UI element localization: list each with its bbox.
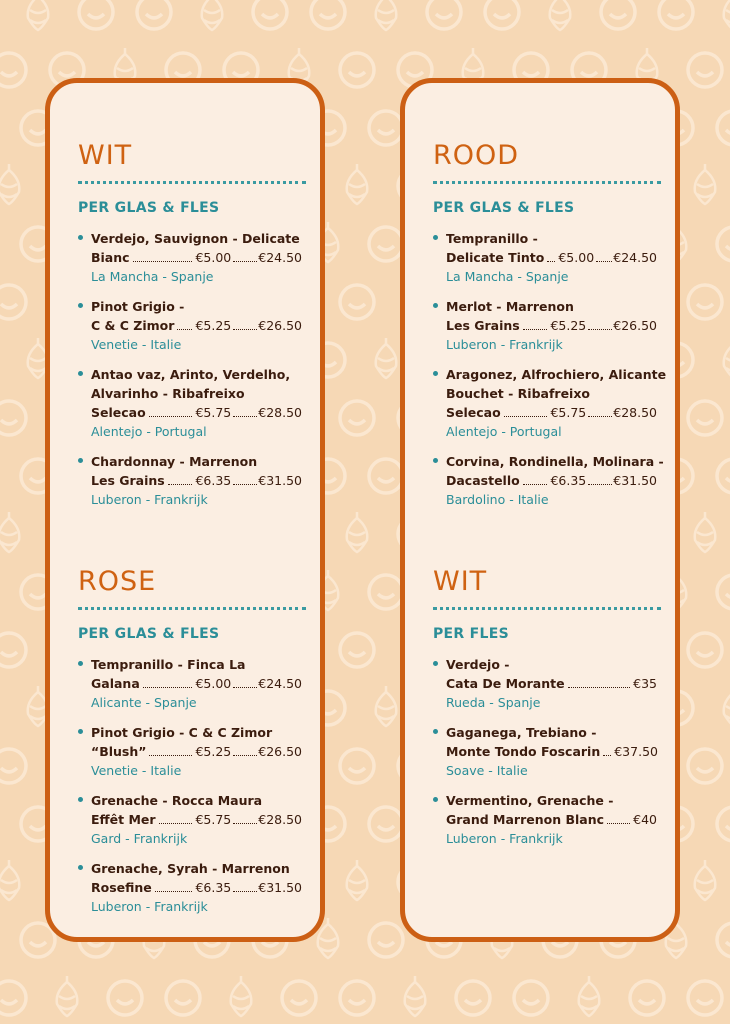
- wine-list: [78, 229, 302, 509]
- bottle-price: €24.50: [613, 250, 657, 265]
- glass-price: €6.35: [195, 473, 232, 488]
- wine-item: [433, 229, 657, 286]
- wine-grape: Verdejo, Sauvignon - Delicate: [91, 231, 300, 246]
- wine-name: Monte Tondo Foscarin: [446, 744, 601, 759]
- wine-grape: Tempranillo -: [446, 231, 538, 246]
- wine-price-line: [91, 674, 302, 693]
- wine-origin: Luberon - Frankrijk: [91, 899, 208, 914]
- wine-grape-cont: Alvarinho - Ribafreixo: [91, 386, 245, 401]
- dotted-divider: [78, 607, 306, 610]
- wine-grape: Grenache - Rocca Maura: [91, 793, 263, 808]
- glass-price: €5.25: [195, 744, 232, 759]
- dot-leader: [233, 261, 257, 262]
- wine-name: C & C Zimor: [91, 318, 175, 333]
- section-title-wit: WIT: [78, 140, 133, 171]
- wine-origin: Alicante - Spanje: [91, 695, 197, 710]
- wine-origin: Gard - Frankrijk: [91, 831, 188, 846]
- section-subtitle: PER GLAS & FLES: [78, 626, 220, 642]
- wine-item: [78, 365, 302, 441]
- wine-origin: Luberon - Frankrijk: [91, 492, 208, 507]
- wine-price-line: [91, 403, 302, 422]
- glass-price: €5.25: [195, 318, 232, 333]
- wine-price-line: [446, 742, 657, 761]
- bullet-dot: [78, 371, 83, 376]
- glass-price: €5.00: [195, 250, 232, 265]
- wine-origin: La Mancha - Spanje: [91, 269, 214, 284]
- dot-leader: [233, 687, 257, 688]
- bottle-price: €35: [633, 676, 657, 691]
- wine-grape: Corvina, Rondinella, Molinara -: [446, 454, 664, 469]
- bottle-price: €40: [633, 812, 657, 827]
- wine-name: Effêt Mer: [91, 812, 156, 827]
- bottle-price: €37.50: [614, 744, 658, 759]
- dot-leader: [603, 755, 611, 756]
- bottle-price: €31.50: [258, 473, 302, 488]
- section-subtitle: PER GLAS & FLES: [433, 200, 575, 216]
- dot-leader: [155, 891, 193, 892]
- wine-list: [433, 229, 667, 509]
- bottle-price: €26.50: [613, 318, 657, 333]
- rose-section: [78, 565, 302, 916]
- bullet-dot: [78, 235, 83, 240]
- bottle-price: €28.50: [258, 812, 302, 827]
- wine-item: [78, 229, 302, 286]
- dot-leader: [233, 755, 257, 756]
- glass-price: €5.75: [195, 405, 232, 420]
- wine-grape: Gaganega, Trebiano -: [446, 725, 597, 740]
- bullet-dot: [78, 729, 83, 734]
- bottle-price: €31.50: [613, 473, 657, 488]
- dot-leader: [233, 416, 257, 417]
- bullet-dot: [78, 865, 83, 870]
- wine-grape: Aragonez, Alfrochiero, Alicante: [446, 367, 667, 382]
- wine-origin: Luberon - Frankrijk: [446, 831, 563, 846]
- wine-price-line: [446, 471, 657, 490]
- dot-leader: [547, 261, 555, 262]
- wine-name: Rosefine: [91, 880, 152, 895]
- wine-price-line: [91, 471, 302, 490]
- dot-leader: [607, 823, 630, 824]
- dot-leader: [523, 484, 548, 485]
- wine-origin: Alentejo - Portugal: [91, 424, 207, 439]
- wine-name: Les Grains: [91, 473, 165, 488]
- wit-section-left: [78, 139, 302, 509]
- wine-origin: Venetie - Italie: [91, 337, 182, 352]
- bullet-dot: [433, 661, 438, 666]
- wine-item: [433, 655, 657, 712]
- bullet-dot: [78, 303, 83, 308]
- wine-item: [78, 859, 302, 916]
- bullet-dot: [433, 235, 438, 240]
- wine-item: [433, 452, 664, 509]
- section-title-rood: ROOD: [433, 140, 520, 171]
- dot-leader: [233, 329, 257, 330]
- wit-section-right: [433, 565, 657, 848]
- dot-leader: [523, 329, 548, 330]
- wine-item: [78, 655, 302, 712]
- wine-name: Galana: [91, 676, 140, 691]
- bottle-price: €24.50: [258, 676, 302, 691]
- left-menu-panel: [45, 78, 325, 942]
- wine-grape: Vermentino, Grenache -: [446, 793, 614, 808]
- wine-origin: Rueda - Spanje: [446, 695, 541, 710]
- wine-price-line: [446, 248, 657, 267]
- wine-item: [78, 791, 302, 848]
- wine-price-line: [446, 674, 657, 693]
- wine-origin: Luberon - Frankrijk: [446, 337, 563, 352]
- wine-list: [78, 655, 302, 916]
- bullet-dot: [433, 797, 438, 802]
- dot-leader: [149, 755, 192, 756]
- wine-name: Selecao: [446, 405, 501, 420]
- dot-leader: [177, 329, 192, 330]
- wine-name: Selecao: [91, 405, 146, 420]
- bottle-price: €24.50: [258, 250, 302, 265]
- wine-item: [433, 365, 667, 441]
- wine-origin: Bardolino - Italie: [446, 492, 549, 507]
- section-title-rose: ROSE: [78, 566, 157, 597]
- section-title-wit: WIT: [433, 566, 488, 597]
- wine-grape: Verdejo -: [446, 657, 510, 672]
- bottle-price: €28.50: [258, 405, 302, 420]
- bullet-dot: [78, 661, 83, 666]
- dot-leader: [588, 329, 612, 330]
- wine-price-line: [446, 810, 657, 829]
- section-subtitle: PER FLES: [433, 626, 510, 642]
- wine-name: Delicate Tinto: [446, 250, 545, 265]
- wine-price-line: [446, 316, 657, 335]
- wine-item: [78, 452, 302, 509]
- dotted-divider: [433, 607, 661, 610]
- dot-leader: [233, 484, 257, 485]
- wine-grape: Pinot Grigio -: [91, 299, 185, 314]
- wine-grape: Tempranillo - Finca La: [91, 657, 246, 672]
- wine-price-line: [91, 878, 302, 897]
- wine-item: [433, 723, 657, 780]
- dot-leader: [233, 891, 257, 892]
- wine-list: [433, 655, 657, 848]
- wine-item: [78, 723, 302, 780]
- dot-leader: [168, 484, 193, 485]
- dotted-divider: [78, 181, 306, 184]
- bottle-price: €28.50: [613, 405, 657, 420]
- bottle-price: €26.50: [258, 318, 302, 333]
- bullet-dot: [433, 729, 438, 734]
- dot-leader: [568, 687, 631, 688]
- wine-name: Les Grains: [446, 318, 520, 333]
- wine-grape: Antao vaz, Arinto, Verdelho,: [91, 367, 291, 382]
- wine-origin: Alentejo - Portugal: [446, 424, 562, 439]
- wine-grape: Grenache, Syrah - Marrenon: [91, 861, 290, 876]
- dotted-divider: [433, 181, 661, 184]
- dot-leader: [159, 823, 193, 824]
- glass-price: €6.35: [550, 473, 587, 488]
- wine-price-line: [446, 403, 657, 422]
- wine-origin: La Mancha - Spanje: [446, 269, 569, 284]
- wine-price-line: [91, 810, 302, 829]
- wine-item: [433, 297, 657, 354]
- wine-origin: Venetie - Italie: [91, 763, 182, 778]
- glass-price: €5.00: [195, 676, 232, 691]
- dot-leader: [133, 261, 193, 262]
- right-menu-panel: [400, 78, 680, 942]
- glass-price: €5.75: [550, 405, 587, 420]
- glass-price: €5.25: [550, 318, 587, 333]
- wine-origin: Soave - Italie: [446, 763, 528, 778]
- wine-grape-cont: Bouchet - Ribafreixo: [446, 386, 590, 401]
- dot-leader: [504, 416, 548, 417]
- dot-leader: [588, 416, 612, 417]
- dot-leader: [596, 261, 612, 262]
- bullet-dot: [433, 303, 438, 308]
- wine-price-line: [91, 742, 302, 761]
- bullet-dot: [78, 797, 83, 802]
- wine-item: [433, 791, 657, 848]
- bottle-price: €26.50: [258, 744, 302, 759]
- bottle-price: €31.50: [258, 880, 302, 895]
- glass-price: €6.35: [195, 880, 232, 895]
- wine-name: Cata De Morante: [446, 676, 565, 691]
- dot-leader: [149, 416, 193, 417]
- wine-grape: Merlot - Marrenon: [446, 299, 574, 314]
- rood-section: [433, 139, 667, 509]
- wine-name: “Blush”: [91, 744, 147, 759]
- dot-leader: [143, 687, 193, 688]
- wine-item: [78, 297, 302, 354]
- wine-name: Bianc: [91, 250, 130, 265]
- section-subtitle: PER GLAS & FLES: [78, 200, 220, 216]
- glass-price: €5.00: [558, 250, 595, 265]
- bullet-dot: [433, 458, 438, 463]
- wine-grape: Chardonnay - Marrenon: [91, 454, 258, 469]
- wine-price-line: [91, 316, 302, 335]
- wine-name: Grand Marrenon Blanc: [446, 812, 605, 827]
- bullet-dot: [78, 458, 83, 463]
- bullet-dot: [433, 371, 438, 376]
- wine-price-line: [91, 248, 302, 267]
- glass-price: €5.75: [195, 812, 232, 827]
- dot-leader: [233, 823, 257, 824]
- dot-leader: [588, 484, 612, 485]
- wine-name: Dacastello: [446, 473, 520, 488]
- wine-grape: Pinot Grigio - C & C Zimor: [91, 725, 273, 740]
